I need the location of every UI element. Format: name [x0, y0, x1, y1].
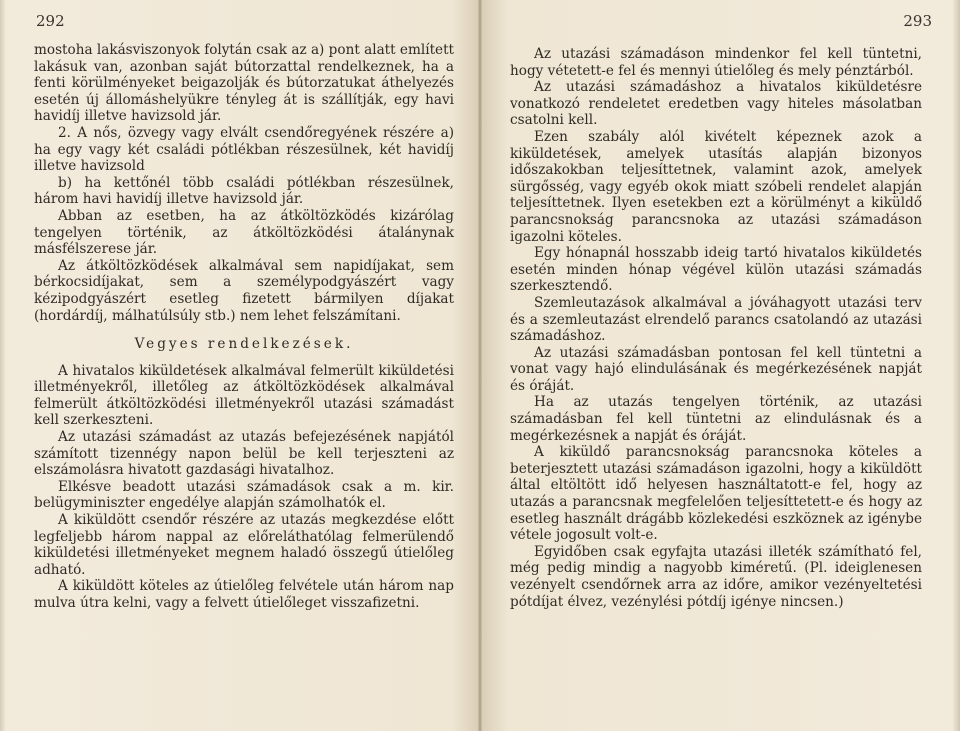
paragraph: A kiküldött köteles az útielőleg felvétele után három nap mulva útra kelni, vagy a felvett útielőleget visszafizetni. — [34, 578, 454, 611]
right-page-text — [510, 46, 922, 610]
paragraph: Az utazási számadáson mindenkor fel kell tüntetni, hogy vétetett-e fel és mennyi útielőleg és mely pénztárból. — [510, 46, 922, 79]
paragraph: A kiküldő parancsnokság parancsnoka köteles a beterjesztett utazási számadáson igazolni, hogy a kiküldött által eltöltött idő helyesen használtatott-e fel, hogy az utazás a parancsnak megfelelően teljesíttetett-e és hogy az esetleg használt drágább közlekedési eszköznek az igénybe vétele jogosult volt-e. — [510, 444, 922, 544]
paragraph: Abban az esetben, ha az átköltözködés kizárólag tengelyen történik, az átköltözködési átalánynak másfélszerese jár. — [34, 207, 454, 258]
paragraph: Egyidőben csak egyfajta utazási illeték számítható fel, még pedig mindig a nagyobb kiméretű. (Pl. ideiglenesen vezényelt csendőrnek arra az időre, amikor vezényeltetési pótdíjat élvez, vezénylési pótdíj igénye nincsen.) — [510, 543, 922, 610]
paragraph: Egy hónapnál hosszabb ideig tartó hivatalos kiküldetés esetén minden hónap végével külön utazási számadás szerkesztendő. — [510, 245, 922, 295]
paragraph: A hivatalos kiküldetések alkalmával felmerült kiküldetési illetményekről, illetőleg az átköltözködések alkalmával felmerült átköltözködési illetményekről utazási számadást kell szerkeszteni. — [34, 362, 454, 429]
paragraph: Az utazási számadáshoz a hivatalos kiküldetésre vonatkozó rendeletet eredetben vagy hiteles másolatban csatolni kell. — [510, 79, 922, 129]
paragraph: mostoha lakásviszonyok folytán csak az a) pont alatt említett lakásuk van, azonban saját bútorzattal rendelkeznek, ha a fenti körülményeket beigazolják és bútorzatukat áthelyezés esetén új állomáshelyükre tényleg át is szállítják, egy havi havidíj illetve havizsold jár. — [34, 42, 454, 125]
paragraph: Az utazási számadást az utazás befejezésének napjától számított tizennégy napon belül be kell terjeszteni az elszámolásra hivatott gazdasági hivatalhoz. — [34, 429, 454, 479]
paragraph: Ha az utazás tengelyen történik, az utazási számadásban fel kell tüntetni az elindulásnak és a megérkezésnek a napját és óráját. — [510, 394, 922, 444]
page-edge-right — [952, 0, 960, 731]
right-page — [480, 0, 960, 731]
paragraph: 2. A nős, özvegy vagy elvált csendőregyének részére a) ha egy vagy két családi pótlékban részesülnek, két havidíj illetve havizsold — [34, 124, 454, 175]
paragraph: Elkésve beadott utazási számadások csak a m. kir. belügyminiszter engedélye alapján számolhatók el. — [34, 478, 454, 512]
left-page-text — [34, 42, 454, 612]
page-number-left: 292 — [36, 12, 65, 30]
page-number-right: 293 — [903, 12, 932, 30]
section-heading: Vegyes rendelkezések. — [134, 336, 354, 353]
paragraph: Szemleutazások alkalmával a jóváhagyott utazási terv és a szemleutazást elrendelő parancs csatolandó az utazási számadáshoz. — [510, 294, 922, 345]
paragraph: Az utazási számadásban pontosan fel kell tüntetni a vonat vagy hajó elindulásának és megérkezésének napját és óráját. — [510, 344, 922, 394]
paragraph: Az átköltözködések alkalmával sem napidíjakat, sem bérkocsidíjakat, sem a személypodgyászért vagy kézipodgyászért esetleg fizetett bármilyen díjakat (hordárdíj, málhatúlsúly stb.) nem lehet felszámítani. — [34, 257, 454, 324]
paragraph: A kiküldött csendőr részére az utazás megkezdése előtt legfeljebb három nappal az előreláthatólag felmerülendő kiküldetési illetményeket megnem haladó összegű útielőleg adható. — [34, 512, 454, 578]
paragraph: Ezen szabály alól kivételt képeznek azok a kiküldetések, amelyek utasítás alapján bizonyos időszakokban teljesíttetnek, valamint azok, amelyek sürgősség, vagy egyéb okok miatt szóbeli rendelet alapján teljesíttetnek. Ilyen esetekben ezt a körülményt a kiküldő parancsnokság parancsnoka az utazási számadáson igazolni köteles. — [510, 128, 922, 245]
paragraph: b) ha kettőnél több családi pótlékban részesülnek, három havi havidíj illetve havizsold jár. — [34, 174, 454, 208]
